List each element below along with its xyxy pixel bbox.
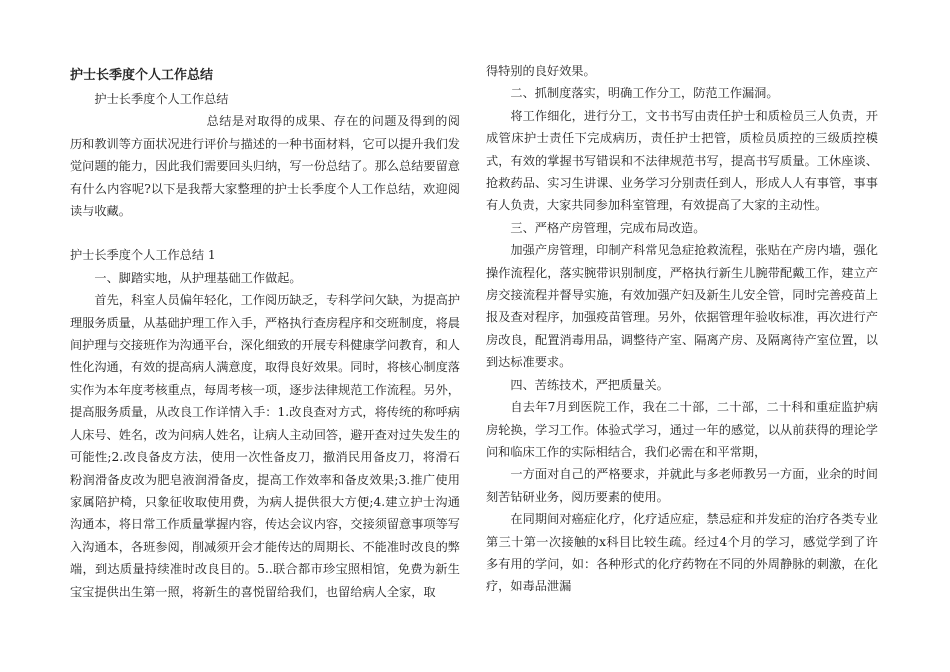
- heading-3: 三、严格产房管理，完成布局改造。: [510, 220, 706, 235]
- body-paragraph-2: 将工作细化，进行分工，文书书写由责任护士和质检员三人负责，开成管床护士责任下完成病历，责任护士把管，质检员质控的三级质控模式，有效的掌握书写错误和不法律规范书写，提高书写质量。工休座谈、抢救药品、实习生讲课、业务学习分别责任到人，形成人人有事管，事事有人负责，大家共同参加科室管理，有效提高了大家的主动性。: [486, 108, 878, 213]
- heading-4: 四、苦练技术，严把质量关。: [510, 377, 669, 392]
- body-paragraph-4: 自去年7月到医院工作，我在二十部，二十部，二十科和重症监护病房轮换，学习工作。体验式学习，通过一年的感觉，以从前获得的理论学问和临床工作的实际相结合，我们必需在和平常期，: [486, 400, 878, 459]
- left-column: [70, 60, 460, 603]
- body-paragraph-5: 一方面对自己的严格要求，并就此与多老师教另一方面，业余的时间刻苦钻研业务，阅历要素的使用。: [486, 467, 878, 504]
- section-title: 护士长季度个人工作总结 1: [70, 248, 216, 263]
- section-gap: [70, 222, 460, 244]
- intro-paragraph: [70, 110, 460, 222]
- body-paragraph-3: 加强产房管理，印制产科常见急症抢救流程，张贴在产房内墙，强化操作流程化，落实腕带识别制度，严格执行新生儿腕带配戴工作，建立产房交接流程并督导实施，有效加强产妇及新生儿安全管，同时完善疫苗上报及查对程序，加强疫苗管理。另外，依据管理年验收标准，再次进行产房改良，配置消毒用品，调整待产室、隔离产房、及隔离待产室位置，以到达标准要求。: [486, 243, 878, 370]
- continued-text: 得特别的良好效果。: [486, 64, 596, 78]
- body-paragraph-6: 在同期间对癌症化疗，化疗适应症，禁忌症和并发症的治疗各类专业第三十第一次接触的x科目比较生疏。经过4个月的学习，感觉学到了许多有用的学问，如：各种形式的化疗药物在不同的外周静脉的刺激，在化疗，如毒品泄漏: [486, 512, 878, 594]
- heading-1: 一、脚踏实地，从护理基础工作做起。: [94, 270, 302, 285]
- right-column: [486, 60, 878, 598]
- document-subtitle: 护士长季度个人工作总结: [94, 92, 229, 106]
- document-title: 护士长季度个人工作总结: [70, 68, 214, 83]
- intro-text: 总结是对取得的成果、存在的问题及得到的阅历和教训等方面状况进行评价与描述的一种书面材料，它可以提升我们发觉问题的能力，因此我们需要回头归纳，写一份总结了。那么总结要留意有什么内容呢?以下是我帮大家整理的护士长季度个人工作总结，欢迎阅读与收藏。: [70, 114, 460, 219]
- body-paragraph-1: 首先，科室人员偏年轻化，工作阅历缺乏，专科学问欠缺，为提高护理服务质量，从基础护理工作入手，严格执行查房程序和交班制度，将晨间护理与交接班作为沟通平台，深化细致的开展专科健康学问教育，和人性化沟通，有效的提高病人满意度，取得良好效果。同时，将核心制度落实作为本年度考核重点，每周考核一项，逐步法律规范工作流程。另外，提高服务质量，从改良工作详情入手：1.改良查对方式，将传统的称呼病人床号、姓名，改为问病人姓名，让病人主动回答，避开查对过失发生的可能性;2.改良备皮方法，使用一次性备皮刀，撤消民用备皮刀，将滑石粉润滑备皮改为肥皂液润滑备皮，提高工作效率和备皮效果;3.推广使用家属陪护椅，只象征收取使用费，为病人提供很大方便;4.建立护士沟通沟通本，将日常工作质量掌握内容，传达会议内容，交接须留意事项等写入沟通本，各班参阅，削减须开会才能传达的周期长、不能准时改良的弊端，到达质量持续准时改良目的。5..联合都市珍宝照相馆，免费为新生宝宝提供出生第一照，将新生的喜悦留给我们，也留给病人全家，取: [70, 293, 461, 599]
- heading-2: 二、抓制度落实，明确工作分工，防范工作漏洞。: [510, 86, 779, 101]
